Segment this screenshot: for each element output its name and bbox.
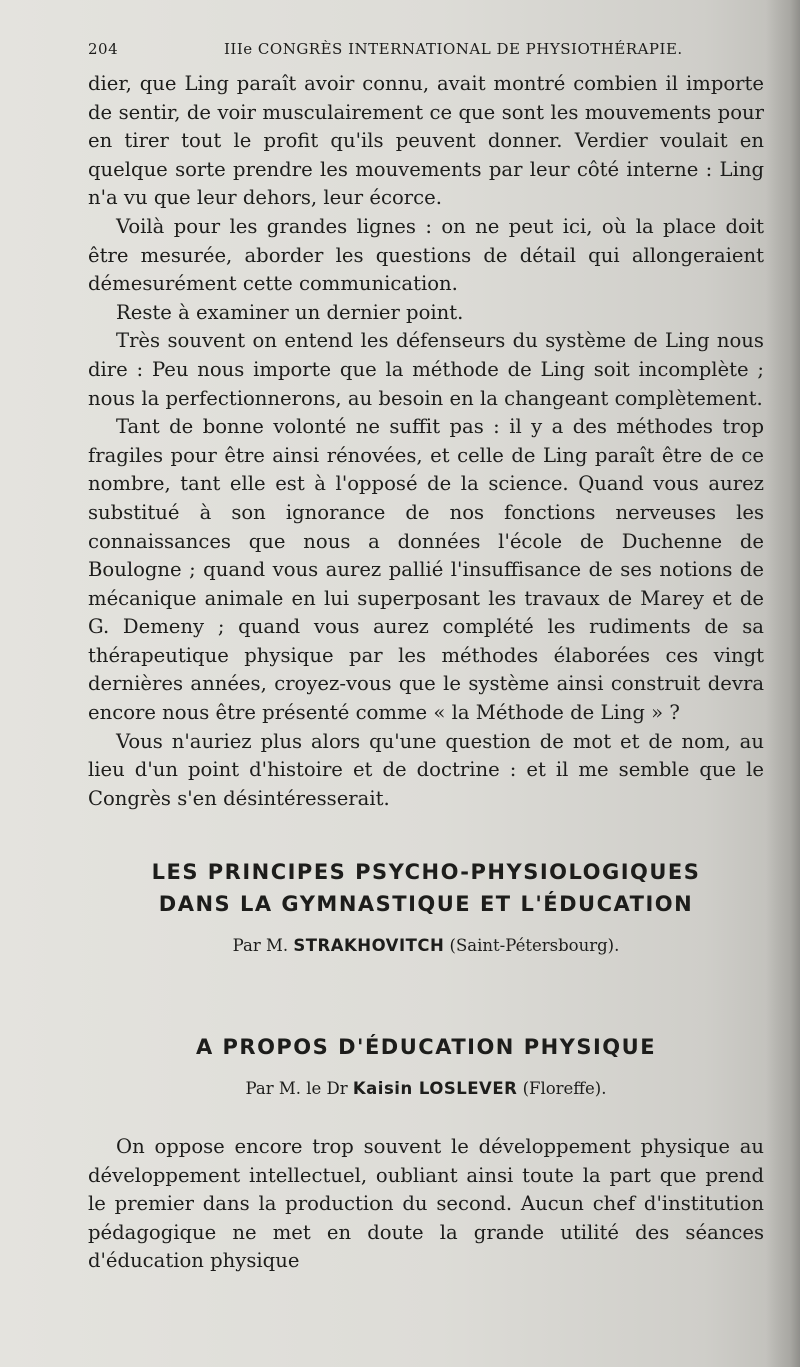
paragraph: Vous n'auriez plus alors qu'une question de mot et de nom, au lieu d'un point d'histoire et de doctrine : et il me semble que le Congrès s'en désintéresserait.	[88, 729, 764, 810]
byline	[88, 1077, 764, 1101]
byline-prefix: Par M. le Dr	[245, 1079, 348, 1098]
running-header	[88, 40, 770, 64]
section-title-line-2: DANS LA GYMNASTIQUE ET L'ÉDUCATION	[158, 892, 694, 916]
byline	[88, 934, 764, 958]
running-title: IIIe CONGRÈS INTERNATIONAL DE PHYSIOTHÉRAPIE.	[224, 40, 683, 58]
section-title-line-1: LES PRINCIPES PSYCHO-PHYSIOLOGIQUES	[151, 860, 701, 884]
byline-prefix: Par M.	[232, 936, 289, 955]
author-name: STRAKHOVITCH	[293, 936, 445, 955]
paragraph: On oppose encore trop souvent le développement physique au développement intellectuel, oubliant ainsi toute la part que prend le premier dans la production du second. Aucun chef d'institution pédagogique ne met en doute la grande utilité des séances d'éducation physique	[88, 1135, 764, 1273]
paragraph: Reste à examiner un dernier point.	[116, 300, 464, 324]
article-opening-text	[88, 1133, 764, 1276]
article-continued-text	[88, 70, 764, 813]
paragraph: Très souvent on entend les défenseurs du système de Ling nous dire : Peu nous importe que la méthode de Ling soit incomplète ; nous la perfectionnerons, au besoin en la changeant complètement.	[88, 329, 764, 410]
paragraph: Tant de bonne volonté ne suffit pas : il y a des méthodes trop fragiles pour être ainsi rénovées, et celle de Ling paraît être de ce nombre, tant elle est à l'opposé de la science. Quand vous aurez substitué à son ignorance de nos fonctions nerveuses les connaissances que nous a données l'école de Duchenne de Boulogne ; quand vous aurez pallié l'insuffisance de ses notions de mécanique animale en lui superposant les travaux de Marey et de G. Demeny ; quand vous aurez complété les rudiments de sa thérapeutique physique par les méthodes élaborées ces vingt dernières années, croyez-vous que le système ainsi construit devra encore nous être présenté comme « la Méthode de Ling » ?	[88, 415, 764, 725]
paragraph: Voilà pour les grandes lignes : on ne peut ici, où la place doit être mesurée, aborder les questions de détail qui allongeraient démesurément cette communication.	[88, 214, 764, 296]
page-number: 204	[88, 40, 119, 58]
section-title: A PROPOS D'ÉDUCATION PHYSIQUE	[195, 1035, 657, 1059]
author-name: Kaisin LOSLEVER	[352, 1079, 518, 1098]
page-edge-shadow	[766, 0, 800, 1367]
author-place: (Saint-Pétersbourg).	[449, 936, 620, 955]
author-place: (Floreffe).	[522, 1079, 607, 1098]
paragraph: dier, que Ling paraît avoir connu, avait montré combien il importe de sentir, de voir musculairement ce que sont les mouvements pour en tirer tout le profit qu'ils peuvent donner. Verdier voulait en quelque sorte prendre les mouvements par leur côté interne : Ling n'a vu que leur dehors, leur écorce.	[88, 72, 764, 210]
